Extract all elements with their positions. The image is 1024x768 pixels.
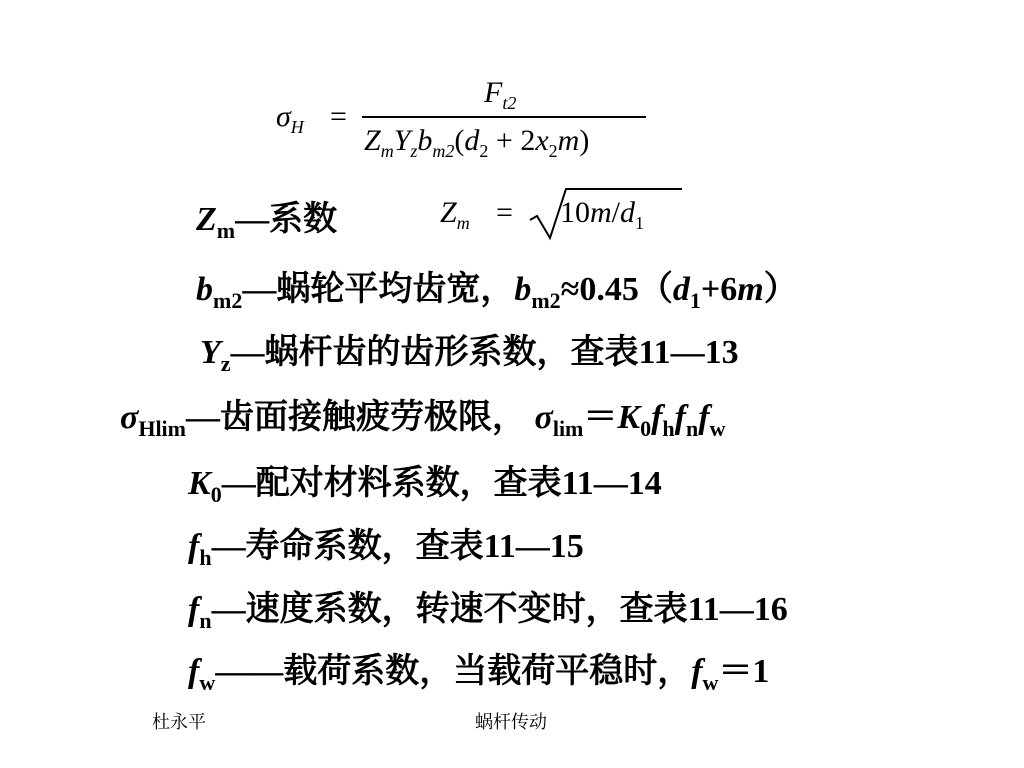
line-fw: $f_w——$载荷系数，当载荷平稳时，$f_w=1$ [188,653,770,695]
formula-zm-eq: = [496,196,513,229]
line-fh: $f_h—$寿命系数，查表11—15 [188,528,584,570]
formula-denominator: $Z_mY_zb_{m2}(d_2 + 2x_2m)$ [364,124,590,161]
fraction-bar [362,116,646,118]
formula-lhs: $\sigma_H$ [276,100,304,137]
formula-zm-lhs: $Z_m$ [440,196,470,233]
line-yz: $Y_z—$蜗杆齿的齿形系数，查表11—13 [200,334,739,376]
line-sigma-hlim: $\sigma_{Hlim}—$齿面接触疲劳极限， $\sigma_{lim}=K_0f_hf_nf_w$ [120,399,726,441]
formula-zm-radicand: $10m/d_1$ [560,196,645,233]
line-k0: $K_0—$配对材料系数，查表11—14 [188,465,662,507]
footer-author: 杜永平 [152,712,206,733]
footer-title: 蜗杆传动 [475,712,547,733]
line-bm2: $b_{m2}—$蜗轮平均齿宽，$b_{m2}\approx 0.45(d_1+6m)$ [196,271,798,313]
formula-eq: = [330,100,347,133]
formula-numerator: $F_{t2}$ [484,76,517,113]
line-fn: $f_n—$速度系数，转速不变时，查表11—16 [188,591,788,633]
line-zm: $Z_m—$系数 [196,201,338,243]
